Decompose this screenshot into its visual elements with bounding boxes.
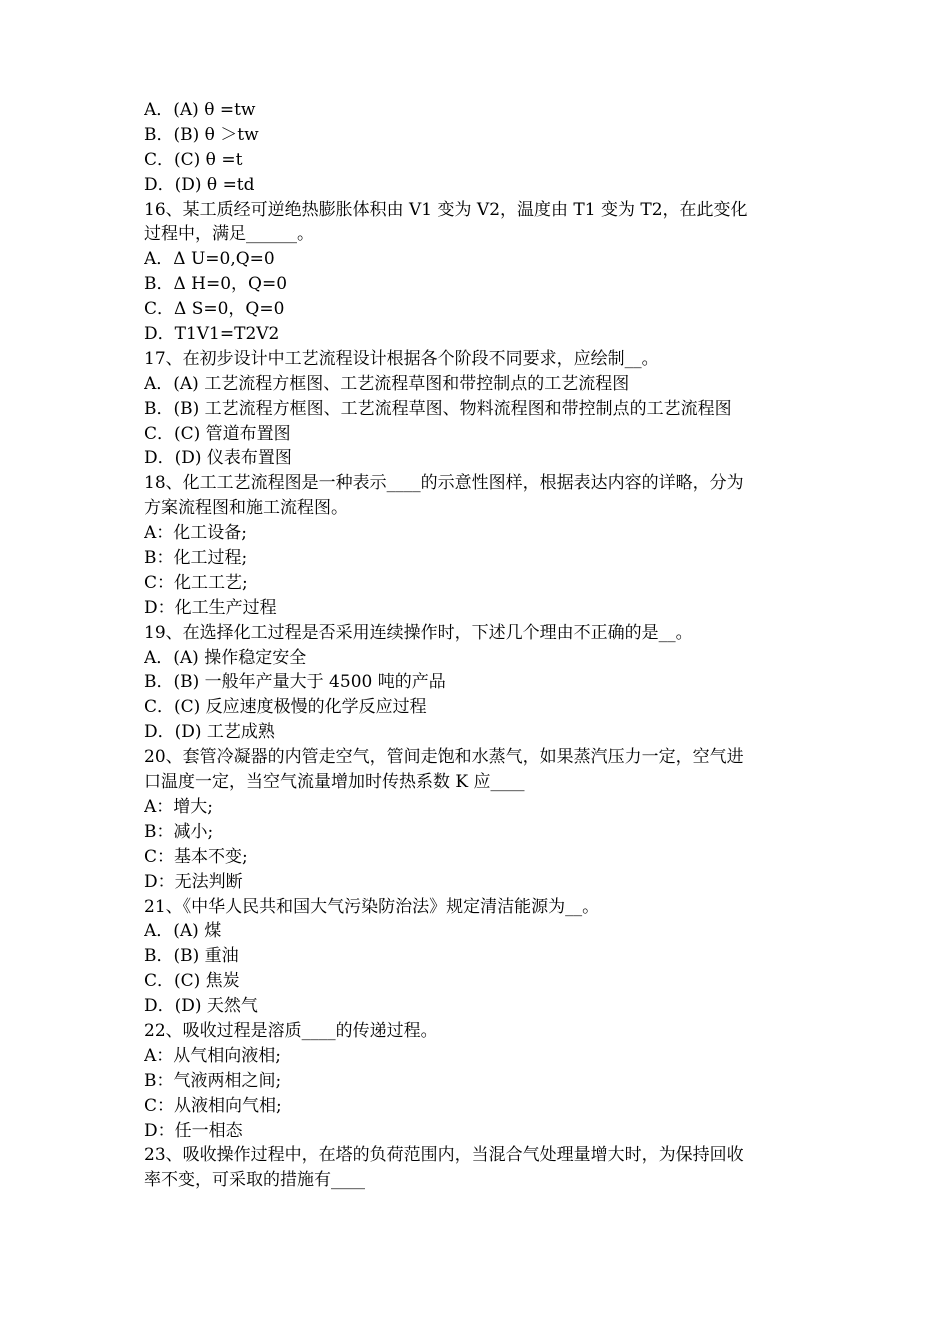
question-16: 16、某工质经可逆绝热膨胀体积由 V1 变为 V2，温度由 T1 变为 T2，在此变化 [144, 199, 748, 220]
question-23-cont: 率不变，可采取的措施有____ [144, 1170, 365, 1191]
question-20: 20、套管冷凝器的内管走空气，管间走饱和水蒸气，如果蒸汽压力一定，空气进 [144, 747, 744, 768]
option-line: A．Δ U=0,Q=0 [144, 249, 275, 270]
question-17: 17、在初步设计中工艺流程设计根据各个阶段不同要求，应绘制__。 [144, 348, 659, 369]
option-line: A．(A) 工艺流程方框图、工艺流程草图和带控制点的工艺流程图 [144, 373, 630, 394]
option-line: B：化工过程; [144, 548, 248, 569]
option-line: C：化工工艺; [144, 572, 248, 593]
question-20-cont: 口温度一定，当空气流量增加时传热系数 K 应____ [144, 772, 525, 793]
option-line: D．(D) 天然气 [144, 996, 258, 1017]
option-line: A．(A) 操作稳定安全 [144, 647, 307, 668]
option-line: B．(B) 重油 [144, 946, 239, 967]
option-line: C．(C) 反应速度极慢的化学反应过程 [144, 697, 427, 718]
option-line: C．(C) θ =t [144, 149, 243, 170]
option-line: D．(D) θ =td [144, 174, 255, 195]
option-line: B．Δ H=0，Q=0 [144, 274, 288, 295]
option-line: D．(D) 工艺成熟 [144, 722, 275, 743]
question-18-cont: 方案流程图和施工流程图。 [144, 498, 348, 519]
question-18: 18、化工工艺流程图是一种表示____的示意性图样，根据表达内容的详略，分为 [144, 473, 744, 494]
option-line: B．(B) 一般年产量大于 4500 吨的产品 [144, 672, 446, 693]
option-line: A．(A) 煤 [144, 921, 222, 942]
option-line: C：从液相向气相; [144, 1095, 282, 1116]
option-line: D：无法判断 [144, 871, 243, 892]
question-22: 22、吸收过程是溶质____的传递过程。 [144, 1020, 438, 1041]
option-line: A．(A) θ =tw [144, 100, 256, 120]
option-line: D．(D) 仪表布置图 [144, 448, 292, 469]
question-19: 19、在选择化工过程是否采用连续操作时，下述几个理由不正确的是__。 [144, 622, 693, 643]
option-line: C．(C) 焦炭 [144, 971, 240, 992]
option-line: D：任一相态 [144, 1120, 243, 1141]
question-16-cont: 过程中，满足______。 [144, 224, 314, 245]
option-line: A：从气相向液相; [144, 1045, 282, 1066]
option-line: B．(B) 工艺流程方框图、工艺流程草图、物料流程图和带控制点的工艺流程图 [144, 398, 732, 419]
option-line: C：基本不变; [144, 846, 248, 867]
question-21: 21、《中华人民共和国大气污染防治法》规定清洁能源为__。 [144, 896, 600, 917]
question-23: 23、吸收操作过程中，在塔的负荷范围内，当混合气处理量增大时，为保持回收 [144, 1145, 744, 1166]
option-line: A：增大; [144, 796, 214, 817]
option-line: D．T1V1=T2V2 [144, 324, 280, 345]
option-line: C．(C) 管道布置图 [144, 423, 291, 444]
option-line: D：化工生产过程 [144, 597, 277, 618]
option-line: B．(B) θ ＞tw [144, 124, 259, 145]
option-line: B：减小; [144, 821, 214, 842]
option-line: C．Δ S=0，Q=0 [144, 299, 285, 320]
document-page [144, 98, 824, 1193]
option-line: A：化工设备; [144, 523, 248, 544]
option-line: B：气液两相之间; [144, 1070, 282, 1091]
